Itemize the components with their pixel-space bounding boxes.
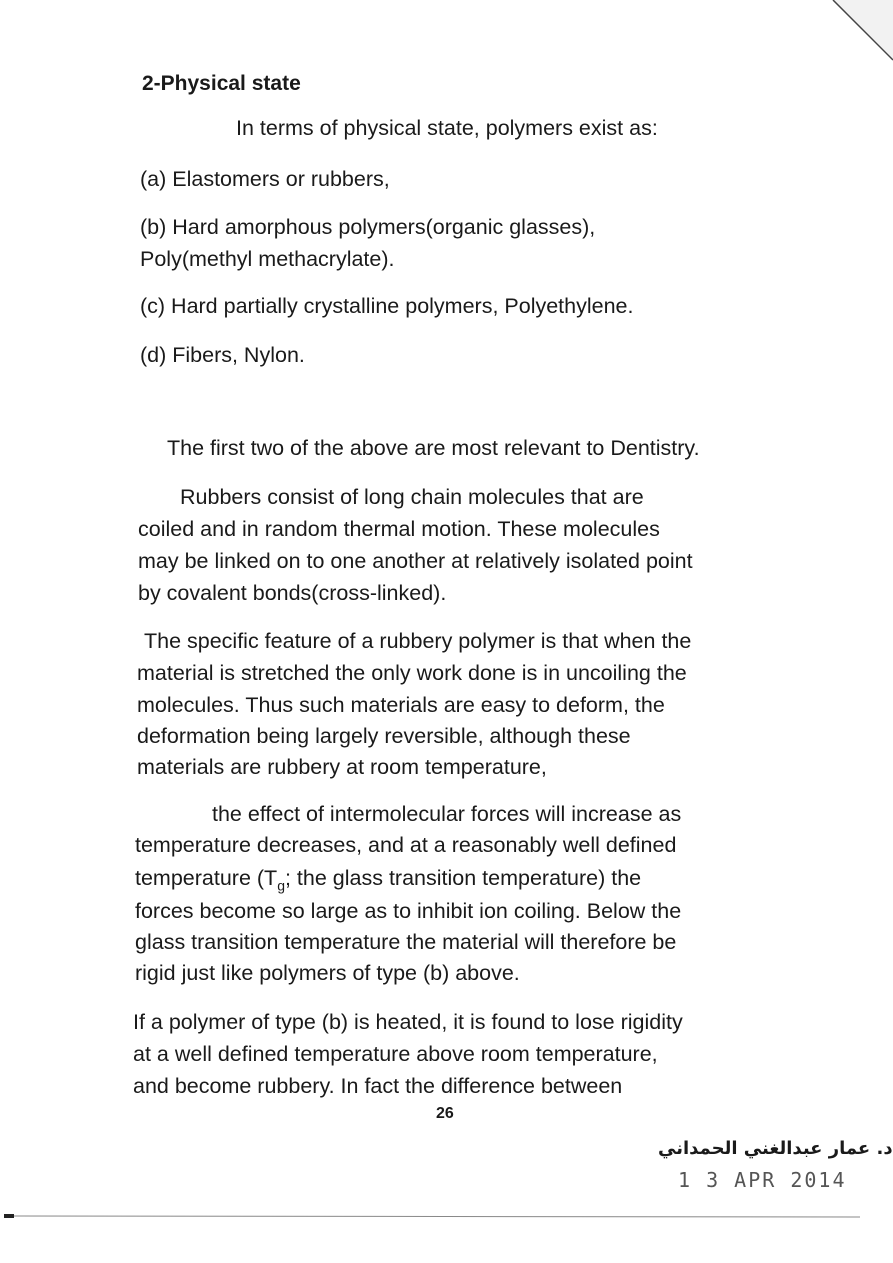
author-signature: د. عمار عبدالغني الحمداني (658, 1138, 893, 1159)
tg-subscript: g (277, 877, 285, 894)
rubbers-line-2: coiled and in random thermal motion. These molecules (138, 517, 660, 541)
heated-line-2: at a well defined temperature above room temperature, (133, 1042, 658, 1066)
folded-corner (813, 0, 893, 80)
list-item-c: (c) Hard partially crystalline polymers, Polyethylene. (140, 294, 634, 318)
page-number: 26 (436, 1105, 454, 1122)
feature-line-1: The specific feature of a rubbery polymer is that when the (144, 629, 692, 653)
list-item-a: (a) Elastomers or rubbers, (140, 167, 390, 191)
rubbers-line-3: may be linked on to one another at relatively isolated point (138, 549, 693, 573)
scan-edge-line (0, 1214, 893, 1218)
list-item-d: (d) Fibers, Nylon. (140, 343, 305, 367)
intro-line: In terms of physical state, polymers exist as: (236, 116, 658, 140)
list-item-b: (b) Hard amorphous polymers(organic glasses), (140, 215, 596, 239)
effect-line-1: the effect of intermolecular forces will increase as (212, 802, 682, 826)
heated-line-3: and become rubbery. In fact the difference between (133, 1074, 623, 1098)
tg-suffix: ; the glass transition temperature) the (284, 866, 642, 890)
effect-line-6: rigid just like polymers of type (b) above. (135, 961, 520, 985)
effect-line-4: forces become so large as to inhibit ion coiling. Below the (135, 899, 682, 923)
section-heading: 2-Physical state (142, 72, 301, 95)
feature-line-5: materials are rubbery at room temperature, (137, 755, 547, 779)
relevance-line: The first two of the above are most relevant to Dentistry. (167, 436, 700, 460)
effect-line-2: temperature decreases, and at a reasonably well defined (135, 833, 677, 857)
heated-line-1: If a polymer of type (b) is heated, it is found to lose rigidity (133, 1010, 683, 1034)
list-item-b-cont: Poly(methyl methacrylate). (140, 247, 395, 271)
date-stamp: 1 3 APR 2014 (678, 1168, 847, 1192)
feature-line-4: deformation being largely reversible, although these (137, 724, 631, 748)
feature-line-3: molecules. Thus such materials are easy to deform, the (137, 693, 665, 717)
effect-line-5: glass transition temperature the material will therefore be (135, 930, 677, 954)
rubbers-line-1: Rubbers consist of long chain molecules that are (180, 485, 644, 509)
feature-line-2: material is stretched the only work done is in uncoiling the (137, 661, 687, 685)
rubbers-line-4: by covalent bonds(cross-linked). (138, 581, 447, 605)
tg-prefix: temperature (T (135, 866, 278, 890)
